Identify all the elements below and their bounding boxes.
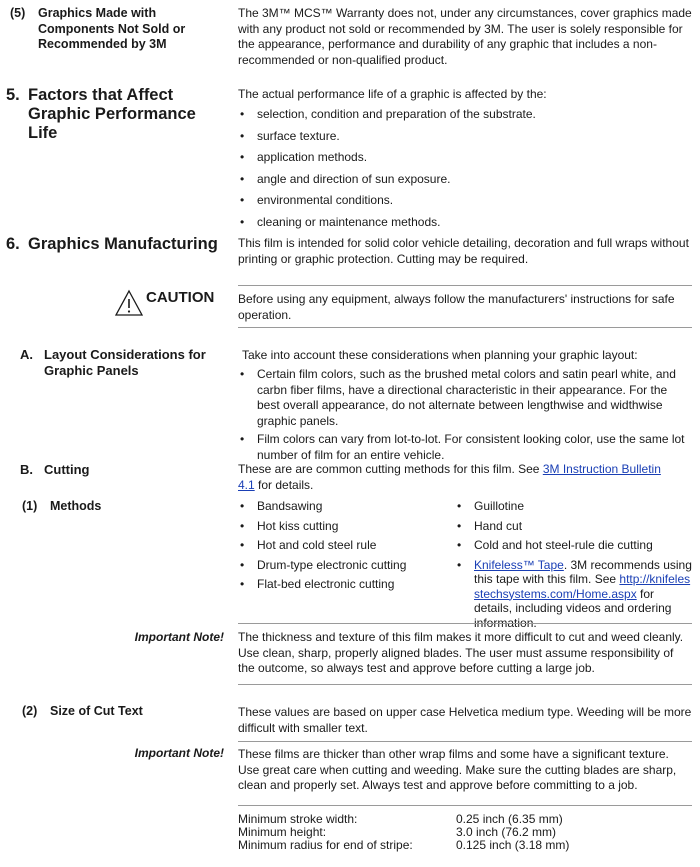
subsection-title: Cutting — [44, 462, 90, 477]
important-note-label: Important Note! — [134, 630, 224, 644]
subsection-body: The 3M™ MCS™ Warranty does not, under any circumstances, cover graphics made with any product not sold or recommended by 3M. The user is solely responsible for the appearance, performance and durability of any graphic that includes a non-recommended or non-qualified product. — [238, 6, 692, 67]
divider — [238, 285, 692, 286]
list-item: • Knifeless™ Tape. 3M recommends using this tape with this film. See http://knifelesstechsystems.com/Home.aspx for details, including videos and ordering information. — [455, 558, 692, 631]
divider — [238, 741, 692, 742]
caution-label: CAUTION — [146, 289, 215, 306]
subsection-title: Size of Cut Text — [50, 704, 143, 718]
subsection-title: Layout Considerations for Graphic Panels — [44, 347, 206, 378]
list-item: • surface texture. — [238, 129, 692, 145]
subsection-number: (1) — [22, 499, 38, 513]
spec-label: Minimum stroke width: — [238, 812, 358, 826]
section-number: 5. — [6, 86, 20, 104]
subsection-number: (5) — [10, 6, 26, 20]
section-number: 6. — [6, 235, 20, 253]
subsection-letter: B. — [20, 462, 33, 477]
spec-value: 3.0 inch (76.2 mm) — [456, 825, 557, 839]
section-intro: The actual performance life of a graphic is affected by the: — [238, 87, 547, 101]
list-item: • Bandsawing — [238, 499, 438, 515]
section-title: Graphics Manufacturing — [28, 235, 218, 253]
list-item: • selection, condition and preparation of the substrate. — [238, 107, 692, 123]
bulletin-link[interactable]: 3M Instruction Bulletin 4.1 — [238, 462, 661, 492]
list-item: • Cold and hot steel-rule die cutting — [455, 538, 692, 554]
important-note-text: The thickness and texture of this film makes it more difficult to cut and weed cleanly. Use clean, sharp, properly aligned blades. The user must assume responsibility of the outcome, so always test and approve before cutting a large job. — [238, 630, 684, 675]
list-item: • Film colors can vary from lot-to-lot. For consistent looking color, use the same lot number of film for an entire vehicle. — [238, 432, 692, 463]
divider — [238, 805, 692, 806]
caution-text: Before using any equipment, always follow the manufacturers' instructions for safe operation. — [238, 292, 675, 322]
subsection-title: Methods — [50, 499, 102, 513]
list-item: • Hot and cold steel rule — [238, 538, 438, 554]
important-note-label: Important Note! — [134, 746, 224, 760]
spec-value: 0.125 inch (3.18 mm) — [456, 838, 570, 852]
list-item: • cleaning or maintenance methods. — [238, 215, 692, 231]
spec-value: 0.25 inch (6.35 mm) — [456, 812, 563, 826]
section-title: Factors that Affect Graphic Performance Life — [28, 86, 196, 142]
list-item: • environmental conditions. — [238, 193, 692, 209]
list-item: • angle and direction of sun exposure. — [238, 172, 692, 188]
spec-label: Minimum height: — [238, 825, 327, 839]
divider — [238, 327, 692, 328]
list-item: • Certain film colors, such as the brushed metal colors and satin pearl white, and carbn fiber films, have a directional characteristic in their appearance. For the best overall appearance, do not alternate between lengthwise and widthwise graphic panels. — [238, 367, 692, 429]
spec-table — [238, 813, 569, 852]
knifeless-tape-link[interactable]: Knifeless™ Tape — [474, 557, 564, 572]
size-text-body: These values are based on upper case Helvetica medium type. Weeding will be more difficult with smaller text. — [238, 705, 692, 735]
methods-list-right — [455, 499, 692, 630]
knifeless-url-link[interactable]: http://knifelesstechsystems.com/Home.aspx — [474, 572, 691, 601]
layout-list — [238, 367, 692, 463]
list-item: • Flat-bed electronic cutting — [238, 577, 438, 593]
section-body: This film is intended for solid color vehicle detailing, decoration and full wraps without printing or graphic protection. Cutting may be required. — [238, 236, 689, 266]
list-item: • Guillotine — [455, 499, 692, 515]
spec-label: Minimum radius for end of stripe: — [238, 838, 413, 852]
subsection-title: Graphics Made with Components Not Sold or Recommended by 3M — [38, 6, 186, 51]
divider — [238, 684, 692, 685]
list-item: • application methods. — [238, 150, 692, 166]
list-item: • Drum-type electronic cutting — [238, 558, 438, 574]
divider — [238, 623, 692, 624]
methods-list-left — [238, 499, 438, 593]
cutting-intro: These are are common cutting methods for this film. See 3M Instruction Bulletin 4.1 for details. — [238, 462, 661, 492]
list-item: • Hand cut — [455, 519, 692, 535]
subsection-letter: A. — [20, 347, 33, 362]
list-item: • Hot kiss cutting — [238, 519, 438, 535]
table-row — [238, 839, 569, 852]
warning-icon — [114, 289, 144, 317]
factors-list — [238, 107, 692, 230]
important-note-text: These films are thicker than other wrap films and some have a significant texture. Use great care when cutting and weeding. Make sure the cutting blades are sharp, clean and properly set. Always test and approve before committing to a job. — [238, 747, 677, 792]
subsection-number: (2) — [22, 704, 38, 718]
subsection-intro: Take into account these considerations when planning your graphic layout: — [242, 348, 638, 362]
